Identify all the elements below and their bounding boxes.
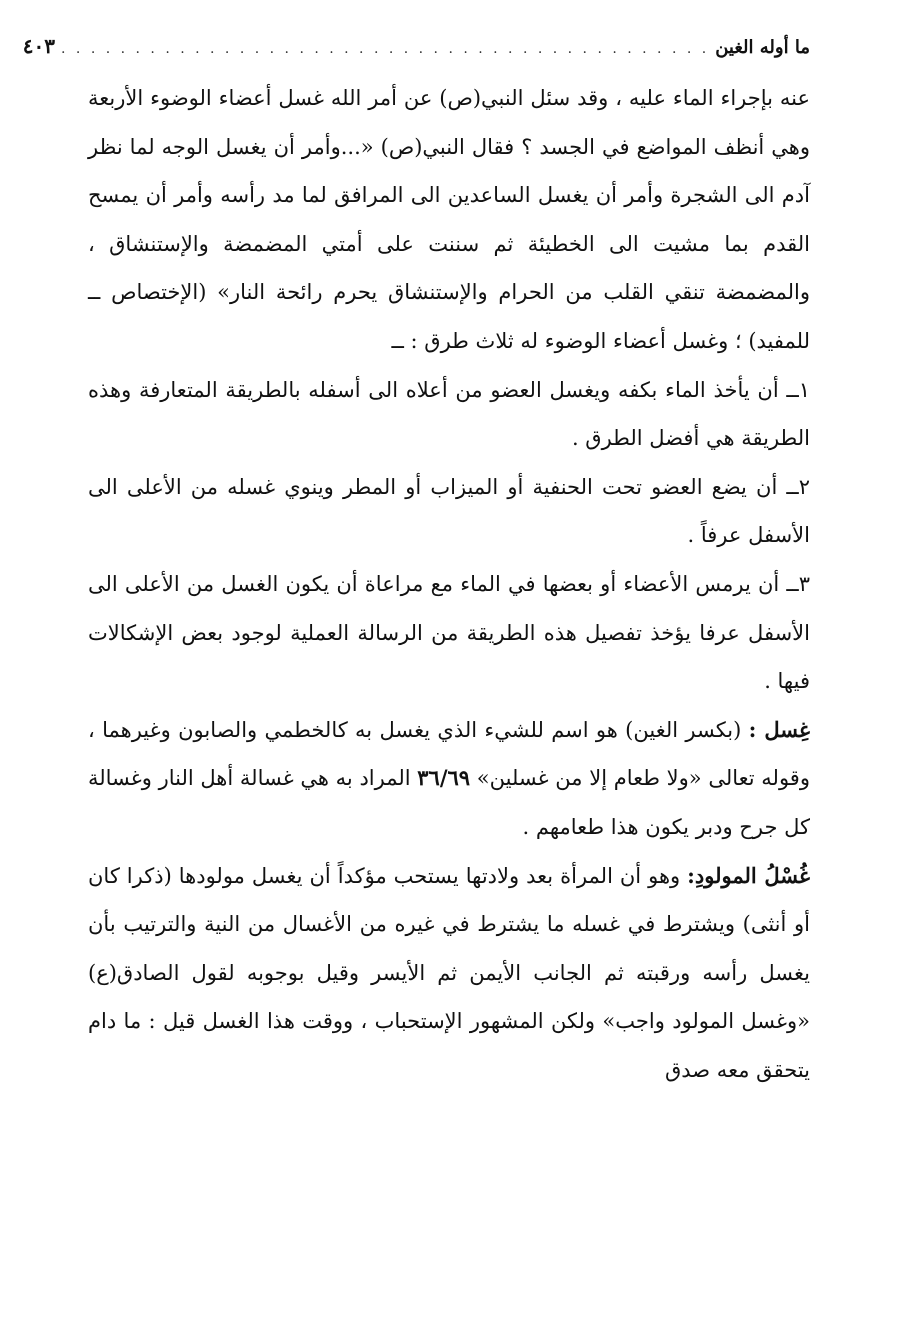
entry-ghisl — [88, 706, 810, 852]
book-page — [22, 34, 811, 1094]
quran-reference: ٣٦/٦٩ — [417, 765, 471, 791]
entry-text-continued: المراد به هي غسالة أهل النار وغسالة كل جرح ودبر يكون هذا طعامهم . — [88, 766, 810, 839]
entry-ghusl-newborn — [88, 852, 810, 1095]
entry-term: غِسل : — [748, 716, 811, 742]
paragraph-method-3: ٣ــ أن يرمس الأعضاء أو بعضها في الماء مع مراعاة أن يكون الغسل من الأعلى الى الأسفل عرفا يؤخذ تفصيل هذه الطريقة من الرسالة العملية لوجود بعض الإشكالات فيها . — [88, 571, 810, 694]
entry-text: (بكسر الغين) هو اسم للشيء الذي يغسل به كالخطمي والصابون وغيرهما ، وقوله تعالى «ولا طعام إلا من غسلين» — [88, 717, 810, 791]
page-number: ٤٠٣ — [22, 34, 56, 58]
page-body — [88, 74, 810, 1094]
entry-text: وهو أن المرأة بعد ولادتها يستحب مؤكداً أن يغسل مولودها (ذكرا كان أو أنثى) ويشترط في غسله ما يشترط في غيره من الأغسال من النية والترتيب بأن يغسل رأسه ورقبته ثم الجانب الأيمن ثم الأيسر وقيل بوجوبه لقول الصادق(ع) «وغسل المولود واجب» ولكن المشهور الإستحباب ، ووقت هذا الغسل قيل : ما دام يتحقق معه صدق — [88, 863, 810, 1082]
paragraph-ablution-intro: عنه بإجراء الماء عليه ، وقد سئل النبي(ص) عن أمر الله غسل أعضاء الوضوء الأربعة وهي أنظف المواضع في الجسد ؟ فقال النبي(ص) «...وأمر أن يغسل الوجه لما نظر آدم الى الشجرة وأمر أن يغسل الساعدين الى المرافق لما مد رأسه وأمر أن يمسح القدم بما مشيت الى الخطيئة ثم سننت على أمتي المضمضة والإستنشاق ، والمضمضة تنقي القلب من الحرام والإستنشاق يحرم رائحة النار» (الإختصاص ــ للمفيد) ؛ وغسل أعضاء الوضوء له ثلاث طرق : ــ — [88, 86, 810, 353]
dotted-leader: . . . . . . . . . . . . . . . . . . . . . . . . . . . . . . . . . . . . . . . . . . . . — [61, 41, 710, 57]
chapter-title: ما أوله الغين — [715, 37, 810, 58]
paragraph-method-1: ١ــ أن يأخذ الماء بكفه ويغسل العضو من أعلاه الى أسفله بالطريقة المتعارفة وهذه الطريقة هي أفضل الطرق . — [88, 377, 810, 451]
running-header — [22, 34, 810, 74]
entry-term: غُسْلُ المولودِ: — [687, 862, 810, 888]
paragraph-method-2: ٢ــ أن يضع العضو تحت الحنفية أو الميزاب أو المطر وينوي غسله من الأعلى الى الأسفل عرفاً . — [88, 474, 810, 548]
